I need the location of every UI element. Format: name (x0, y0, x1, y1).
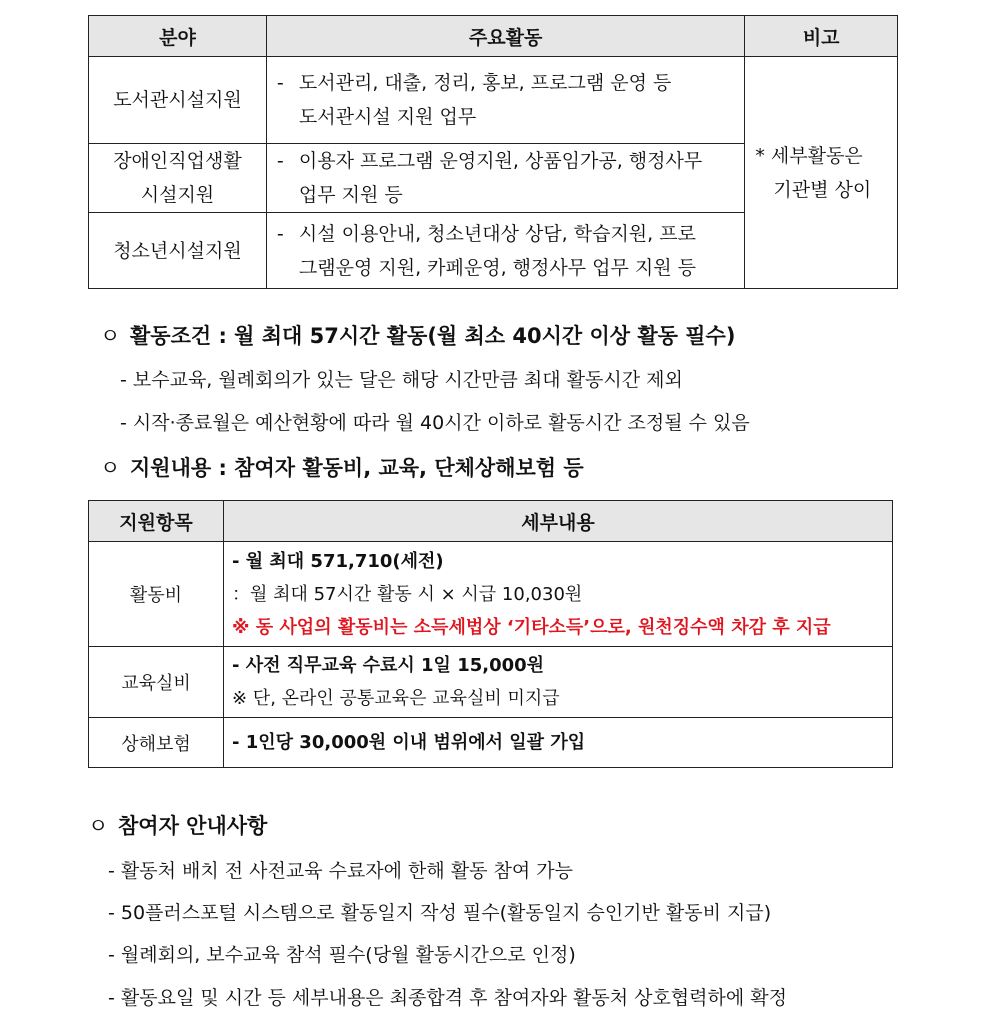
header-field: 분야 (89, 16, 267, 57)
activity-disabled-vocational: - 이용자 프로그램 운영지원, 상품임가공, 행정사무 업무 지원 등 (266, 144, 744, 213)
conditions-item: - 시작·종료월은 예산현황에 따라 월 40시간 이하로 활동시간 조정될 수 있음 (120, 412, 750, 434)
activity-library: - 도서관리, 대출, 정리, 홍보, 프로그램 운영 등 도서관시설 지원 업무 (266, 57, 744, 144)
guide-item: - 활동요일 및 시간 등 세부내용은 최종합격 후 참여자와 활동처 상호협력하에 확정 (108, 987, 787, 1009)
item-insurance: 상해보험 (89, 718, 224, 768)
activity-youth: - 시설 이용안내, 청소년대상 상담, 학습지원, 프로 그램운영 지원, 카페운영, 행정사무 업무 지원 등 (266, 213, 744, 289)
header-support-item: 지원항목 (89, 501, 224, 542)
table-row (89, 718, 893, 768)
header-activity: 주요활동 (266, 16, 744, 57)
bullet-circle: ㅇ (88, 814, 109, 838)
conditions-heading: ㅇ 활동조건 : 월 최대 57시간 활동(월 최소 40시간 이상 활동 필수) (100, 320, 735, 350)
guide-item: - 활동처 배치 전 사전교육 수료자에 한해 활동 참여 가능 (108, 860, 574, 882)
table-row (89, 57, 898, 144)
header-note: 비고 (745, 16, 898, 57)
item-activity-pay: 활동비 (89, 542, 224, 647)
field-library: 도서관시설지원 (89, 57, 267, 144)
details-education-cost: - 사전 직무교육 수료시 1일 15,000원 ※ 단, 온라인 공통교육은 교육실비 미지급 (224, 647, 893, 718)
activity-field-table (88, 15, 898, 289)
note-cell: * 세부활동은 기관별 상이 (745, 57, 898, 289)
table-row (89, 542, 893, 647)
details-activity-pay: - 월 최대 571,710(세전) ：월 최대 57시간 활동 시 × 시급 10,030원 ※ 동 사업의 활동비는 소득세법상 ‘기타소득’으로, 원천징수액 차감 후 지급 (224, 542, 893, 647)
guide-item: - 월례회의, 보수교육 참석 필수(당월 활동시간으로 인정) (108, 944, 576, 966)
details-insurance: - 1인당 30,000원 이내 범위에서 일괄 가입 (224, 718, 893, 768)
guide-heading: ㅇ 참여자 안내사항 (88, 810, 267, 840)
bullet-circle: ㅇ (100, 324, 121, 348)
support-heading: ㅇ 지원내용 : 참여자 활동비, 교육, 단체상해보험 등 (100, 452, 584, 482)
guide-item: - 50플러스포털 시스템으로 활동일지 작성 필수(활동일지 승인기반 활동비 지급) (108, 902, 772, 924)
bullet-circle: ㅇ (100, 456, 121, 480)
header-details: 세부내용 (224, 501, 893, 542)
item-education-cost: 교육실비 (89, 647, 224, 718)
conditions-item: - 보수교육, 월례회의가 있는 달은 해당 시간만큼 최대 활동시간 제외 (120, 369, 683, 391)
field-youth: 청소년시설지원 (89, 213, 267, 289)
support-table (88, 500, 893, 768)
table-row (89, 647, 893, 718)
field-disabled-vocational: 장애인직업생활 시설지원 (89, 144, 267, 213)
